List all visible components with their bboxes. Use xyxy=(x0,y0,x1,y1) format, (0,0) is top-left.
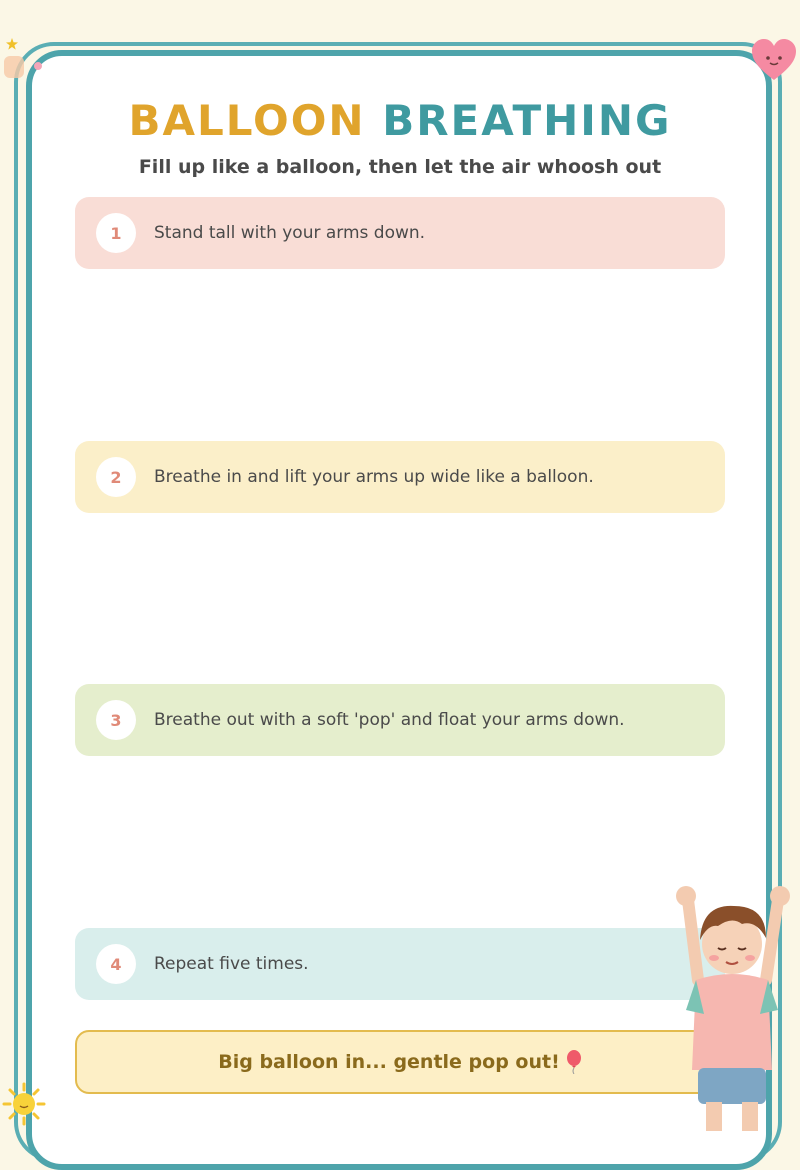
page-title xyxy=(0,96,800,145)
title-word-breathing: BREATHING xyxy=(382,96,672,145)
leaf-icon xyxy=(2,52,46,82)
step-text: Stand tall with your arms down. xyxy=(154,223,426,243)
step-text: Repeat five times. xyxy=(154,954,309,974)
step-3 xyxy=(75,684,725,756)
banner-text: Big balloon in... gentle pop out! xyxy=(218,1051,560,1073)
step-text: Breathe out with a soft 'pop' and float your arms down. xyxy=(154,710,625,730)
step-1 xyxy=(75,197,725,269)
star-icon xyxy=(6,38,18,50)
step-number: 4 xyxy=(96,944,136,984)
step-number: 1 xyxy=(96,213,136,253)
title-word-balloon: BALLOON xyxy=(128,96,366,145)
page-subtitle: Fill up like a balloon, then let the air whoosh out xyxy=(138,156,662,178)
child-illustration xyxy=(668,880,800,1131)
closing-banner xyxy=(75,1030,725,1094)
balloon-icon xyxy=(566,1050,582,1074)
step-text: Breathe in and lift your arms up wide like a balloon. xyxy=(154,467,594,487)
step-number: 2 xyxy=(96,457,136,497)
step-number: 3 xyxy=(96,700,136,740)
step-4 xyxy=(75,928,725,1000)
step-2 xyxy=(75,441,725,513)
heart-icon xyxy=(750,38,798,82)
sun-icon xyxy=(2,1082,46,1126)
